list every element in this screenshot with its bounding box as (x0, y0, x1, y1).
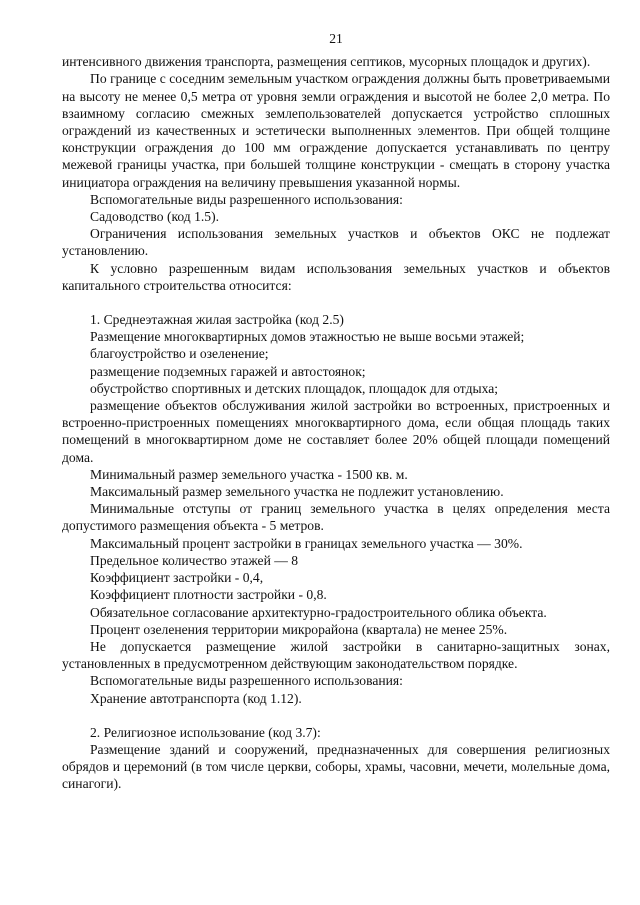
paragraph-continuation: интенсивного движения транспорта, размещения септиков, мусорных площадок и других). (62, 54, 591, 70)
document-page (62, 30, 610, 793)
paragraph-auxiliary-uses-heading-2: Вспомогательные виды разрешенного использования: (90, 673, 403, 689)
paragraph-max-plot-size: Максимальный размер земельного участка не подлежит установлению. (90, 484, 504, 500)
paragraph-max-coverage: Максимальный процент застройки в границах земельного участка — 30%. (90, 535, 523, 551)
paragraph-restrictions: Ограничения использования земельных участков и объектов ОКС не подлежат установлению. (62, 226, 610, 259)
page-number: 21 (329, 31, 343, 46)
paragraph-min-setbacks: Минимальные отступы от границ земельного участка в целях определения места допустимого размещения объекта - 5 метров. (62, 501, 610, 534)
section-gap (62, 707, 610, 724)
paragraph-architectural-approval: Обязательное согласование архитектурно-градостроительного облика объекта. (90, 604, 547, 620)
paragraph-auxiliary-uses-heading: Вспомогательные виды разрешенного использования: (90, 191, 403, 207)
section-heading-midrise: 1. Среднеэтажная жилая застройка (код 2.5) (90, 312, 344, 328)
paragraph-landscaping: благоустройство и озеленение; (90, 346, 269, 362)
paragraph-midrise-placement: Размещение многоквартирных домов этажностью не выше восьми этажей; (90, 329, 525, 345)
section-heading-religious: 2. Религиозное использование (код 3.7): (90, 724, 321, 740)
paragraph-density-ratio: Коэффициент плотности застройки - 0,8. (90, 587, 327, 603)
paragraph-service-objects: размещение объектов обслуживания жилой застройки во встроенных, пристроенных и встроенно-пристроенных помещениях многоквартирного дома, если общая площадь таких помещений в многоквартирном доме не составляет более 20% общей площади помещений дома. (62, 398, 610, 465)
paragraph-coverage-ratio: Коэффициент застройки - 0,4, (90, 570, 264, 586)
paragraph-conditional-uses-intro: К условно разрешенным видам использования земельных участков и объектов капитального строительства относится: (62, 260, 610, 293)
paragraph-underground-garages: размещение подземных гаражей и автостоянок; (90, 363, 366, 379)
paragraph-min-plot-size: Минимальный размер земельного участка - 1500 кв. м. (90, 466, 408, 482)
paragraph-vehicle-storage: Хранение автотранспорта (код 1.12). (90, 690, 302, 706)
paragraph-greening-percent: Процент озеленения территории микрорайона (квартала) не менее 25%. (90, 621, 508, 637)
paragraph-gardening: Садоводство (код 1.5). (90, 209, 220, 225)
paragraph-max-floors: Предельное количество этажей — 8 (90, 552, 299, 568)
paragraph-religious-buildings: Размещение зданий и сооружений, предназначенных для совершения религиозных обрядов и церемоний (в том числе церкви, соборы, храмы, часовни, мечети, молельные дома, синагоги). (62, 741, 610, 792)
paragraph-fences: По границе с соседним земельным участком ограждения должны быть проветриваемыми на высоту не менее 0,5 метра от уровня земли ограждения и высотой не более 2,0 метра. По взаимному согласию смежных землепользователей допускается устройство сплошных ограждений из качественных и эстетически выполненных элементов. При общей толщине конструкции ограждения до 100 мм ограждение допускается устанавливать по центру межевой границы участка, при большей толщине конструкции - смещать в сторону участка инициатора ограждения на величину превышения указанной нормы. (62, 71, 610, 190)
paragraph-sports-playgrounds: обустройство спортивных и детских площадок, площадок для отдыха; (90, 380, 499, 396)
paragraph-sanitary-zones: Не допускается размещение жилой застройки в санитарно-защитных зонах, установленных в предусмотренном действующим законодательством порядке. (62, 638, 610, 672)
section-gap (62, 294, 610, 311)
